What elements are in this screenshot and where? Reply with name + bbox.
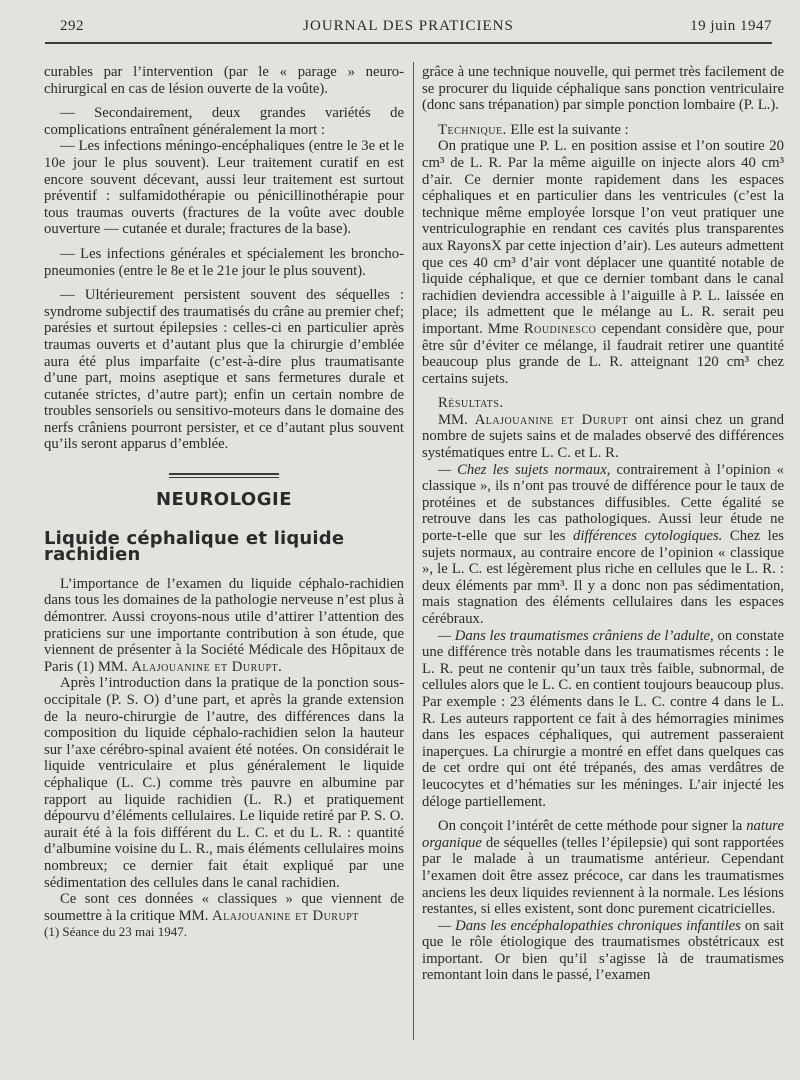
paragraph	[44, 891, 404, 924]
paragraph: — Ultérieurement persistent souvent des séquelles : syndrome subjectif des traumatisés du crâne au premier chef; parésies et surtout épilepsies : celles-ci en particulier après traumas ouverts et d’autant plus que la chirurgie d’emblée aura été plus imparfaite (c’est-à-dire plus traumatisante d’une part, moins aseptique et sans fermetures durale et cutanée strictes, d’autre part); enfin un certain nombre de troubles sensoriels ou sensitivo-moteurs dans le domaine des nerfs crâniens pourront persister, et ce d’autant plus souvent qu’ils seront apparus d’emblée.	[44, 287, 404, 453]
paragraph: — Les infections méningo-encéphaliques (entre le 3e et le 10e jour le plus souvent). Leur traitement curatif en est encore souvent décevant, aussi leur traitement est surtout préventif : sulfamidothérapie ou pénicillinothérapie pour tous traumas ouverts (fractures de la voûte avec double ouverture — cutanée et durale; fractures de la base).	[44, 138, 404, 238]
text-run: contrairement à l’opinion « classique », ils n’ont pas trouvé de différence pour le taux de protéines et de substances diffusibles. Cette égalité se retrouve dans les cas pathologiques. Aussi leur étude ne porte-t-elle que sur les	[422, 461, 784, 545]
paragraph: — Secondairement, deux grandes variétés de complications entraînent généralement la mort :	[44, 105, 404, 138]
paragraph	[422, 395, 784, 412]
paragraph	[422, 818, 784, 918]
paragraph: Après l’introduction dans la pratique de la ponction sous-occipitale (P. S. O) d’une part, et après la grande extension de la neuro-chirurgie de l’autre, des différences dans la composition du liquide céphalo-rachidien selon la hauteur sur l’axe cérébro-spinal avaient été notées. On considérait le liquide ventriculaire et plus généralement le liquide céphalique (L. C.) comme très pauvre en albumine par rapport au liquide rachidien (L. R.) et pratiquement dépourvu d’éléments cellulaires. Le liquide retiré par P. S. O. aurait été à la fois différent du L. C. et du L. R. : quantité d’albumine voisine du L. R., mais éléments cellulaires moins nombreux; ce dernier fait était expliqué par une sédimentation des cellules dans le canal rachidien.	[44, 675, 404, 891]
journal-title: JOURNAL DES PRATICIENS	[303, 18, 514, 34]
italic-term: nature organique	[422, 818, 784, 851]
article-title: Liquide céphalique et liquide rachidien	[44, 527, 345, 566]
author-names: Alajouanine et Durupt	[474, 411, 628, 428]
paragraph	[422, 628, 784, 811]
footnote: (1) Séance du 23 mai 1947.	[44, 924, 187, 940]
text-run: Chez les sujets normaux, au contraire encore de l’opinion « classique », le L. C. est légèrement plus riche en cellules que le L. R. : deux éléments par mm³. Il y a donc non pas sédimentation, mais stagnation des éléments cellulaires dans les espaces cérébraux.	[422, 528, 784, 627]
subheading-results: Résultats.	[438, 395, 504, 412]
italic-lead: — Dans les encéphalopathies chroniques infantiles	[438, 917, 741, 934]
italic-lead: — Dans les traumatismes crâniens de l’adulte,	[438, 627, 714, 644]
person-name: Roudinesco	[523, 320, 597, 337]
paragraph	[422, 462, 784, 628]
paragraph	[44, 576, 404, 676]
paragraph: curables par l’intervention (par le « parage » neuro-chirurgical en cas de lésion ouverte de la voûte).	[44, 64, 404, 97]
section-title: NEUROLOGIE	[155, 489, 293, 511]
text-run: cependant considère que, pour être sûr d’éviter ce mélange, il faudrait retirer une quantité beaucoup plus grande de L. R. atteignant 120 cm³ chez certains sujets.	[422, 320, 785, 387]
text-run: On pratique une P. L. en position assise et l’on soutire 20 cm³ de L. R. Par la même aiguille on injecte alors 40 cm³ d’air. Ce dernier monte rapidement dans les espaces céphaliques et en particulier dans les ventricules (c’est la technique même employée lorsque l’on veut pratiquer une ventriculographie en rendant ces cavités plus transparentes aux RayonsX par cette injection d’air). Les auteurs admettent que ces 40 cm³ d’air vont déplacer une quantité notable de liquide céphalique, et que ce dernier tombant dans le canal rachidien deviendra accessible à l’aiguille à P. L. laissée en place; ils admettent que le mélange au L. R. serait peu important. Mme	[422, 138, 784, 337]
paragraph	[422, 138, 784, 387]
section-divider	[169, 473, 279, 478]
right-column	[422, 64, 784, 984]
text-run: on sait que le rôle étiologique des traumatismes obstétricaux est important. Or bien qu’il s’agisse là de traumatismes remontant loin dans le passé, l’examen	[422, 917, 784, 984]
paragraph	[422, 122, 784, 139]
text-run: de séquelles (telles l’épilepsie) qui sont rapportées par le malade à un traumatisme antérieur. Cependant l’examen doit être assez précoce, car dans les traumatismes anciens les deux liquides reviennent à la normale. Les lésions restantes, si elles existent, sont donc purement cicatricielles.	[422, 834, 784, 918]
author-names: Alajouanine et Durupt.	[131, 658, 283, 675]
paragraph: — Les infections générales et spécialement les broncho-pneumonies (entre le 8e et le 21e jour le plus souvent).	[44, 245, 404, 279]
paragraph	[422, 412, 784, 462]
header-rule	[45, 42, 772, 44]
text-run: MM.	[438, 411, 468, 428]
text-run: ont ainsi chez un grand nombre de sujets sains et de malades observé des différences systématiques entre L. C. et L. R.	[422, 411, 785, 462]
text-run: on constate une différence très notable dans les traumatismes récents : le L. R. peut ne contenir qu’un taux très faible, subnormal, de cellules alors que le L. C. en contient toujours beaucoup plus. Par exemple : 23 éléments dans le L. C. contre 4 dans le L. R. Les auteurs rapportent ce fait à des hémorragies minimes dans les espaces céphaliques, qui autrement passeraient inaperçues. La chirurgie a montré en effet dans quelques cas de cet ordre qui ont été trépanés, des amas verdâtres de leucocytes et d’hématies sur les méninges. L’air injecté les déloge partiellement.	[422, 627, 785, 810]
text-run: Elle est la suivante :	[506, 121, 629, 138]
text-run: Ce sont ces données « classiques » que viennent de soumettre à la critique MM.	[44, 891, 404, 924]
subheading-technique: Technique.	[438, 121, 507, 138]
running-header	[45, 18, 772, 40]
text-run: On conçoit l’intérêt de cette méthode pour signer la	[438, 818, 747, 835]
paragraph: grâce à une technique nouvelle, qui permet très facilement de se procurer du liquide céphalique sans ponction ventriculaire (donc sans trépanation) par simple ponction lombaire (P. L.).	[422, 64, 784, 114]
left-column	[44, 64, 404, 941]
paragraph	[422, 918, 784, 984]
text-run: L’importance de l’examen du liquide céphalo-rachidien dans tous les domaines de la pathologie nerveuse n’est plus à démontrer. Aussi croyons-nous utile d’attirer l’attention des praticiens sur une importante contribution à son étude, que viennent de présenter à la Société Médicale des Hôpitaux de Paris (1) MM.	[44, 575, 404, 675]
page-number: 292	[60, 18, 84, 34]
issue-date: 19 juin 1947	[690, 18, 772, 34]
italic-lead: — Chez les sujets normaux,	[438, 461, 611, 478]
italic-term: différences cytologiques.	[572, 528, 723, 545]
column-divider	[413, 62, 414, 1040]
author-names: Alajouanine et Durupt	[212, 907, 359, 924]
